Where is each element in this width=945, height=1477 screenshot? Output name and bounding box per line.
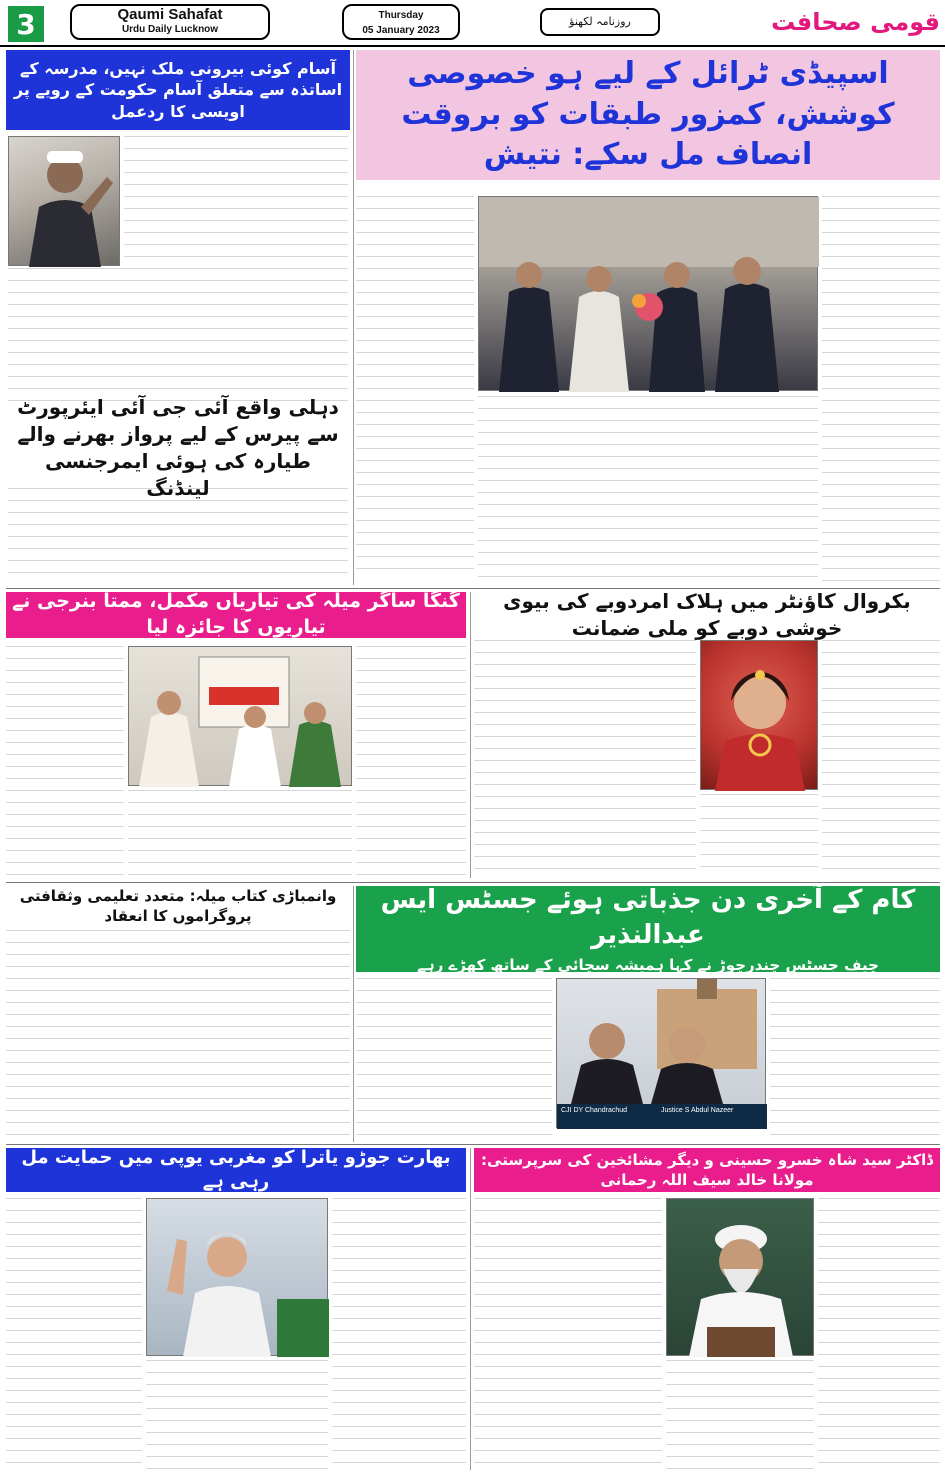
story-bharat-jodo-col-left <box>6 1198 142 1470</box>
headline-justice: کام کے آخری دن جذباتی ہوئے جسٹس ایس عبدالنذیر <box>380 884 916 950</box>
story-nitish-col-left <box>356 196 474 576</box>
portrait-icon <box>701 641 819 791</box>
headline-airport: دہلی واقع آئی جی آئی ایئرپورٹ سے پیرس کے لیے پرواز بھرنے والے طیارہ کی ہوئی ایمرجنسی لینڈنگ <box>17 395 339 500</box>
column-rule-4 <box>470 1148 471 1470</box>
masthead-rule <box>0 45 945 47</box>
column-rule-1 <box>353 50 354 585</box>
column-rule-2 <box>470 592 471 878</box>
story-book-fair-text <box>6 930 350 1140</box>
story-justice-col1 <box>770 978 940 1140</box>
story-gangasagar-col-left <box>6 646 124 876</box>
story-bharat-jodo-col-bottom <box>146 1360 328 1470</box>
photo-bride <box>700 640 818 790</box>
page-number: 3 <box>8 6 44 42</box>
photo-nitish <box>478 196 818 391</box>
brand-name: Qaumi Sahafat <box>117 6 223 23</box>
event-photo-icon <box>129 647 353 787</box>
headline-box-justice <box>356 886 940 972</box>
person-icon <box>9 137 121 267</box>
headline-bharat-jodo: بھارت جوڑو یاترا کو مغربی یوپی میں حمایت مل رہی ہے <box>6 1148 466 1192</box>
headline-bride-bail: بکروال کاؤنٹر میں ہلاک امردوبے کی بیوی خوشی دوبے کو ملی ضمانت <box>503 589 911 640</box>
photo-mamata <box>128 646 352 786</box>
date-box <box>342 4 460 40</box>
subheadline-justice: چیف جسٹس چندرچوڑ نے کہا ہمیشہ سچائی کے ساتھ کھڑے رہے <box>417 955 879 974</box>
headline-cleric: ڈاکٹر سید شاہ خسرو حسینی و دیگر مشائخین کی سرپرستی: مولانا خالد سیف اللہ رحمانی <box>474 1148 940 1192</box>
headline-owaisi: آسام کوئی بیرونی ملک نہیں، مدرسہ کے اساتذہ سے متعلق آسام حکومت کے رویے پر اویسی کا ردعمل <box>6 50 350 130</box>
story-cleric-col-left <box>474 1198 662 1470</box>
brand-box <box>70 4 270 40</box>
photo-cleric <box>666 1198 814 1356</box>
headline-book-fair: وانمباڑی کتاب میلہ: متعدد تعلیمی وثقافتی پروگراموں کا انعقاد <box>19 886 337 925</box>
urdu-daily-label: روزنامہ لکھنؤ <box>540 8 660 36</box>
story-nitish-col-bottom <box>478 396 818 584</box>
story-bharat-jodo-col-right <box>332 1198 466 1470</box>
urdu-logo: قومی صحافت <box>771 8 940 36</box>
rahul-icon <box>147 1199 329 1357</box>
story-bride-col1 <box>822 640 940 876</box>
photo-owaisi <box>8 136 120 266</box>
story-cleric-col-bottom <box>666 1360 814 1470</box>
column-rule-3 <box>353 886 354 1142</box>
headline-gangasagar: گنگا ساگر میلہ کی تیاریاں مکمل، ممتا بنرجی نے تیاریوں کا جائزہ لیا <box>6 592 466 638</box>
date-label: 05 January 2023 <box>362 25 440 36</box>
justice-caption-2: Justice S Abdul Nazeer <box>661 1107 734 1114</box>
story-cleric-col1 <box>818 1198 940 1470</box>
story-owaisi-text <box>124 136 348 264</box>
story-gangasagar-col-bottom <box>128 790 352 876</box>
story-justice-col-left <box>356 978 552 1140</box>
story-bride-col-left <box>474 640 696 876</box>
brand-subtitle: Urdu Daily Lucknow <box>121 24 219 35</box>
photo-justices <box>556 978 766 1128</box>
day-label: Thursday <box>378 10 424 21</box>
headline-nitish: اسپیڈی ٹرائل کے لیے ہو خصوصی کوشش، کمزور طبقات کو بروقت انصاف مل سکے: نتیش <box>356 50 940 180</box>
story-gangasagar-col-right <box>356 646 466 876</box>
group-photo-icon <box>479 197 819 392</box>
justice-caption-1: CJI DY Chandrachud <box>561 1107 628 1114</box>
story-nitish-col1 <box>822 196 940 586</box>
story-bride-col-bottom <box>700 794 818 876</box>
cleric-icon <box>667 1199 815 1357</box>
story-airport-text <box>8 488 348 584</box>
story-owaisi-text-cont <box>8 268 348 406</box>
photo-rahul <box>146 1198 328 1356</box>
